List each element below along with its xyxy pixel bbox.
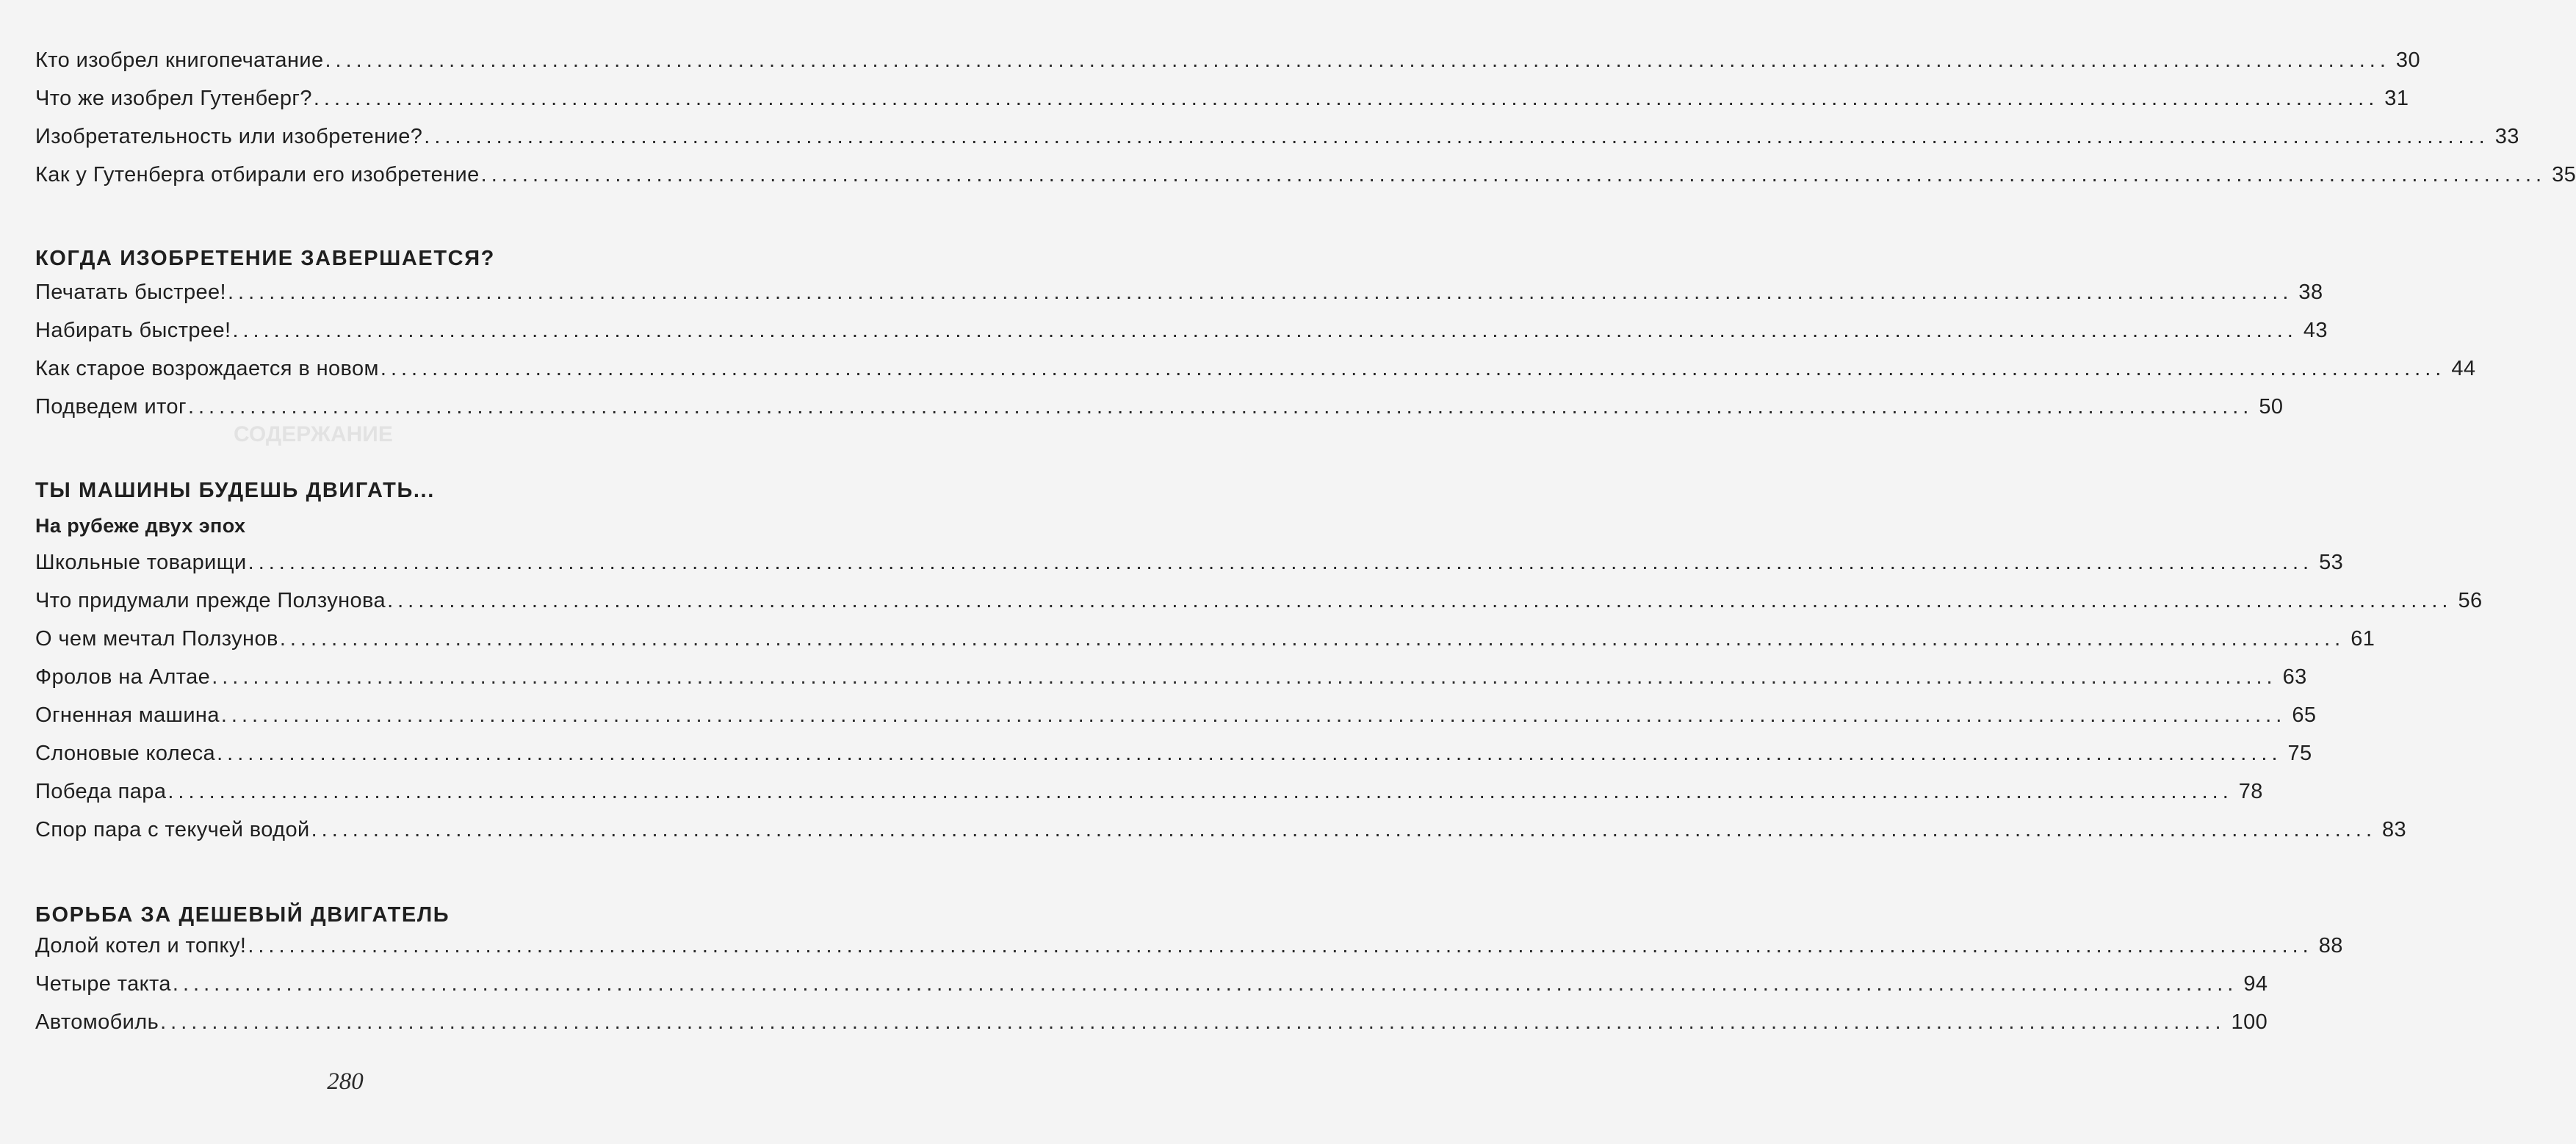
section-heading[interactable]: КОГДА ИЗОБРЕТЕНИЕ ЗАВЕРШАЕТСЯ? xyxy=(35,247,495,270)
toc-entry-page: 33 xyxy=(2494,125,2519,148)
toc-entry[interactable] xyxy=(35,972,2268,1010)
toc-entry[interactable] xyxy=(35,1010,2268,1049)
toc-entry-page: 31 xyxy=(2384,87,2409,110)
toc-entry-page: 78 xyxy=(2238,780,2263,803)
toc-entry-title: Четыре такта xyxy=(35,972,171,996)
subsection-heading[interactable]: На рубеже двух эпох xyxy=(35,515,246,537)
toc-entry[interactable] xyxy=(35,742,2312,780)
leader-dots: ........................................................................................................................................................................................................ xyxy=(313,87,2379,110)
toc-entry[interactable] xyxy=(35,87,2409,125)
toc-entry-page: 83 xyxy=(2382,818,2407,841)
toc-entry[interactable] xyxy=(35,703,2317,742)
toc-entry[interactable] xyxy=(35,551,2344,589)
toc-entry-title: Набирать быстрее! xyxy=(35,319,231,342)
toc-entry-page: 61 xyxy=(2350,627,2375,651)
toc-entry-title: Что же изобрел Гутенберг? xyxy=(35,87,312,110)
toc-entry-page: 53 xyxy=(2319,551,2344,574)
toc-entry-title: Спор пара с текучей водой xyxy=(35,818,310,841)
leader-dots: ........................................................................................................................................................................................................ xyxy=(227,280,2293,304)
toc-entry-page: 56 xyxy=(2458,589,2483,612)
toc-entry-page: 30 xyxy=(2395,48,2420,72)
toc-entry-title: Автомобиль xyxy=(35,1010,159,1034)
leader-dots: ........................................................................................................................................................................................................ xyxy=(279,627,2345,651)
toc-entry[interactable] xyxy=(35,780,2263,818)
toc-entry-page: 63 xyxy=(2282,665,2307,689)
toc-entry[interactable] xyxy=(35,395,2284,433)
toc-entry[interactable] xyxy=(35,818,2407,856)
leader-dots: ........................................................................................................................................................................................................ xyxy=(212,665,2277,689)
toc-entry-title: Слоновые колеса xyxy=(35,742,216,765)
toc-entry[interactable] xyxy=(35,357,2476,395)
leader-dots: ........................................................................................................................................................................................................ xyxy=(167,780,2233,803)
toc-entry-title: Печатать быстрее! xyxy=(35,280,226,304)
toc-entry-page: 100 xyxy=(2231,1010,2268,1034)
leader-dots: ........................................................................................................................................................................................................ xyxy=(160,1010,2226,1034)
toc-entry-title: Как у Гутенберга отбирали его изобретение xyxy=(35,163,480,187)
toc-entry-page: 65 xyxy=(2292,703,2317,727)
toc-entry-title: Что придумали прежде Ползунова xyxy=(35,589,386,612)
toc-entry-title: Фролов на Алтае xyxy=(35,665,211,689)
toc-entry-page: 50 xyxy=(2259,395,2284,419)
toc-entry[interactable] xyxy=(35,319,2328,357)
toc-entry[interactable] xyxy=(35,589,2483,627)
leader-dots: ........................................................................................................................................................................................................ xyxy=(325,48,2390,72)
page-number: 280 xyxy=(327,1068,364,1095)
toc-entry[interactable] xyxy=(35,125,2519,163)
leader-dots: ........................................................................................................................................................................................................ xyxy=(217,742,2282,765)
leader-dots: ........................................................................................................................................................................................................ xyxy=(232,319,2298,342)
toc-entry-page: 75 xyxy=(2287,742,2312,765)
toc-entry[interactable] xyxy=(35,665,2307,703)
leader-dots: ........................................................................................................................................................................................................ xyxy=(248,934,2313,957)
toc-entry[interactable] xyxy=(35,48,2420,87)
leader-dots: ........................................................................................................................................................................................................ xyxy=(220,703,2287,727)
show-through-text: СОДЕРЖАНИЕ xyxy=(234,422,393,446)
toc-entry-title: Огненная машина xyxy=(35,703,220,727)
toc-entry-page: 44 xyxy=(2451,357,2476,380)
leader-dots: ........................................................................................................................................................................................................ xyxy=(248,551,2314,574)
leader-dots: ........................................................................................................................................................................................................ xyxy=(380,357,2446,380)
toc-entry[interactable] xyxy=(35,627,2375,665)
leader-dots: ........................................................................................................................................................................................................ xyxy=(311,818,2377,841)
leader-dots: ........................................................................................................................................................................................................ xyxy=(187,395,2254,419)
toc-entry-title: Подведем итог xyxy=(35,395,187,419)
toc-entry-page: 43 xyxy=(2303,319,2328,342)
toc-entry-title: Школьные товарищи xyxy=(35,551,247,574)
toc-entry-title: О чем мечтал Ползунов xyxy=(35,627,278,651)
leader-dots: ........................................................................................................................................................................................................ xyxy=(480,163,2547,187)
leader-dots: ........................................................................................................................................................................................................ xyxy=(424,125,2489,148)
toc-entry-page: 38 xyxy=(2298,280,2323,304)
section-heading[interactable]: ТЫ МАШИНЫ БУДЕШЬ ДВИГАТЬ... xyxy=(35,479,435,502)
toc-entry-title: Как старое возрождается в новом xyxy=(35,357,379,380)
toc-entry[interactable] xyxy=(35,934,2343,972)
section-heading[interactable]: БОРЬБА ЗА ДЕШЕВЫЙ ДВИГАТЕЛЬ xyxy=(35,903,450,927)
toc-entry-page: 94 xyxy=(2243,972,2268,996)
toc-entry-title: Изобретательность или изобретение? xyxy=(35,125,423,148)
toc-entry-title: Кто изобрел книгопечатание xyxy=(35,48,324,72)
toc-entry[interactable] xyxy=(35,163,2576,201)
leader-dots: ........................................................................................................................................................................................................ xyxy=(172,972,2238,996)
leader-dots: ........................................................................................................................................................................................................ xyxy=(387,589,2453,612)
toc-entry[interactable] xyxy=(35,280,2323,319)
toc-entry-title: Долой котел и топку! xyxy=(35,934,247,957)
toc-entry-page: 88 xyxy=(2318,934,2343,957)
toc-entry-page: 35 xyxy=(2552,163,2576,187)
toc-entry-title: Победа пара xyxy=(35,780,167,803)
